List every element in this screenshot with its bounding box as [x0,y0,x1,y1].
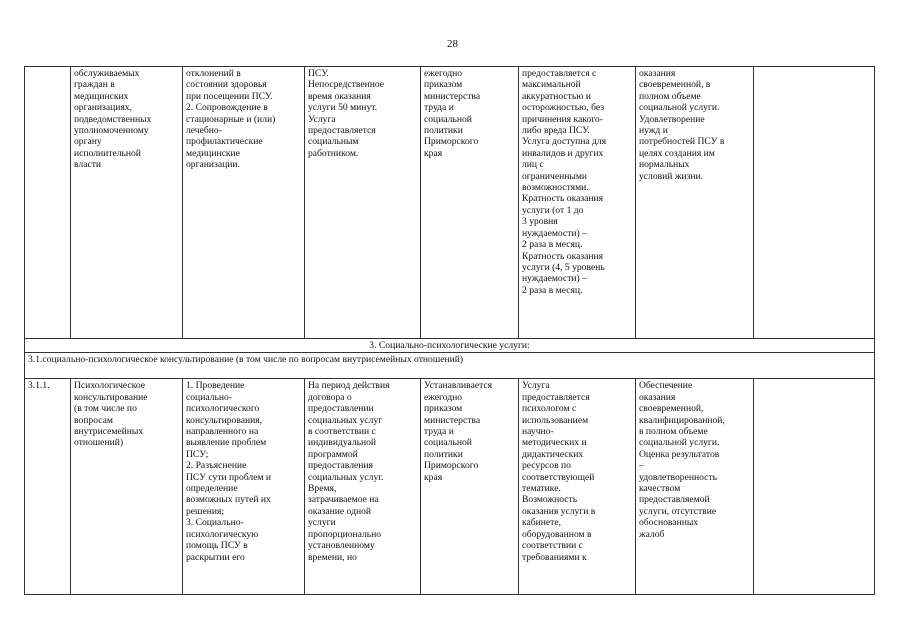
cell-text-line: нормальных [639,159,690,171]
cell-text-line: ресурсов по [522,460,571,472]
cell-text-line: граждан в [74,79,115,91]
cell-text-line: министерства [424,90,481,102]
item-col4-cell [305,379,421,595]
cell-text-line: медицинских [74,90,129,102]
cell-text-line: Время, [308,483,337,495]
cell-text-line: 2. Разъяснение [186,460,247,472]
cont-col3-cell [183,67,305,339]
item-col8-cell [754,379,875,595]
cell-text-line: дидактических [522,448,584,460]
cell-text-line: предоставления [308,460,373,472]
cell-text-line: ограниченными [522,170,588,182]
cell-text-line: власти [74,159,102,171]
cell-text-line: приказом [424,79,463,91]
cell-text-line: потребностей ПСУ в [639,136,725,148]
cell-text-line: использованием [522,414,589,426]
cell-text-line: состоянии здоровья [186,79,267,91]
cell-text-line: социальных услуг [308,414,383,426]
cell-text-line: организации. [186,159,240,171]
cell-text-line: социальной [424,113,472,125]
cont-col8-cell [754,67,875,339]
cell-text-line: услуги [308,517,336,529]
cell-text-line: качеством [639,483,681,495]
section-title: 3. Социально-психологические услуги: [25,339,875,353]
cell-text-line: отклонений в [186,68,241,79]
cell-text-line: при посещении ПСУ. [186,90,273,102]
cell-text-line: услуги 50 минут. [308,102,378,114]
cell-text-line: ежегодно [424,68,463,79]
cell-text-line: причинения какого- [522,113,603,125]
cell-text-line: научно- [522,426,554,438]
cell-text-line: полном объеме [639,90,701,102]
cell-text-line: соответствии с [522,540,583,552]
section-header-row [25,339,875,353]
cell-text-line: тематике. [522,483,561,495]
cell-text-line: квалифицированной, [639,414,725,426]
cell-text-line: осторожностью, без [522,102,605,114]
cell-text-line: возможных путей их [186,494,271,506]
cell-text-line: обслуживаемых [74,68,140,79]
cell-text-line: вопросам [74,414,113,426]
cell-text-line: стационарные и (или) [186,113,276,125]
cell-text-line: услуги, отсутствие [639,505,717,517]
cell-text-line: времени, но [308,551,357,563]
cell-text-line: условий жизни. [639,170,704,182]
cell-text-line: Услуга [308,113,336,125]
item-col7-cell [636,379,754,595]
cell-text-line: уполномоченному [74,125,149,137]
cell-text-line: определение [186,483,238,495]
cell-text-line: целях создания им [639,147,715,159]
cell-text-line: договора о [308,391,352,403]
cell-text-line: Психологическое [74,380,146,392]
item-col3-cell [183,379,305,595]
cell-text-line: психологическую [186,528,259,540]
page-number: 28 [447,38,458,50]
cell-text-line: социальных услуг. [308,471,384,483]
cell-text-line: Приморского [424,136,479,148]
cont-col1-cell [25,67,71,339]
cell-text-line: отношений) [74,437,124,449]
cell-text-line: Непосредственное [308,79,385,91]
cell-text-line: нужд и [639,125,668,137]
cell-text-line: Кратность оказания [522,193,604,205]
cell-text-line: 2. Сопровождение в [186,102,268,114]
cell-text-line: раскрытии его [186,551,245,563]
cell-text-line: работником. [308,147,359,159]
cell-text-line: кабинете, [522,517,562,529]
cell-text-line: ПСУ; [186,448,209,460]
cell-text-line: исполнительной [74,147,141,159]
cell-text-line: инвалидов и других [522,147,604,159]
cell-text-line: политики [424,448,463,460]
cell-text-line: медицинские [186,147,240,159]
cell-text-line: консультирование [74,391,148,403]
cell-text-line: оборудованном в [522,528,592,540]
cell-text-line: Устанавливается [424,380,493,392]
cell-text-line: оказания услуги в [522,505,596,517]
cell-text-line: политики [424,125,463,137]
cell-text-line: в соответствии с [308,426,376,438]
cell-text-line: решения; [186,505,225,517]
cont-col5-cell [421,67,519,339]
cell-text-line: соответствующей [522,471,595,483]
cont-col7-cell [636,67,754,339]
cell-text-line: своевременной, [639,403,704,415]
cell-text-line: Услуга доступна для [522,136,607,148]
cell-text-line: своевременной, в [639,79,711,91]
cont-col4-cell [305,67,421,339]
cell-text-line: – [639,460,644,472]
cell-text-line: социальной услуги. [639,102,720,114]
cell-text-line: края [424,147,443,159]
cell-text-line: максимальной [522,79,581,91]
cell-text-line: услуги (от 1 до [522,204,584,216]
cell-text-line: программой [308,448,358,460]
cell-text-line: аккуратностью и [522,90,591,102]
cell-text-line: оказание одной [308,505,372,517]
cell-text-line: На период действия [308,380,390,392]
cell-text-line: 1. Проведение [186,380,245,392]
cell-text-line: затрачиваемое на [308,494,379,506]
cell-text-line: (в том числе по [74,403,137,415]
cell-text-line: Удовлетворение [639,113,705,125]
cell-text-line: консультирования, [186,414,263,426]
cell-text-line: министерства [424,414,481,426]
cell-text-line: ПСУ сути проблем и [186,471,272,483]
cell-text-line: возможностями. [522,182,589,194]
cell-text-line: предоставляется [308,125,376,137]
subsection-title: 3.1.социально-психологическое консультирование (в том числе по вопросам внутрисемейных отношений) [25,353,875,379]
cell-text-line: индивидуальной [308,437,377,449]
cell-text-line: либо вреда ПСУ. [522,125,590,137]
cell-text-line: жалоб [639,528,665,540]
cell-text-line: Приморского [424,460,479,472]
cell-text-line: социально- [186,391,232,403]
cell-text-line: пропорционально [308,528,382,540]
cell-text-line: предоставляется [522,391,590,403]
cell-text-line: организациях, [74,102,132,114]
cell-text-line: требованиями к [522,551,587,563]
cell-text-line: нуждаемости) – [522,227,587,239]
cell-text-line: оказания [639,68,676,79]
cell-text-line: 2 раза в месяц. [522,239,583,251]
item-col2-cell [71,379,183,595]
cell-text-line: выявление проблем [186,437,267,449]
cell-text-line: 3. Социально- [186,517,244,529]
cell-text-line: услуги (4, 5 уровень [522,261,605,273]
cell-text-line: профилактические [186,136,263,148]
cont-col6-cell [519,67,636,339]
cell-text-line: 3 уровня [522,216,558,228]
cell-text-line: обоснованных [639,517,699,529]
cell-text-line: предоставлении [308,403,374,415]
cell-text-line: труда и [424,426,454,438]
cell-text-line: лечебно- [186,125,222,137]
cell-text-line: направленного на [186,426,259,438]
cell-text-line: предоставляется с [522,68,597,79]
item-number-cell: 3.1.1. [25,379,71,595]
cell-text-line: органу [74,136,102,148]
cell-text-line: внутрисемейных [74,426,144,438]
cell-text-line: Обеспечение [639,380,693,392]
cont-col2-cell [71,67,183,339]
item-col5-cell [421,379,519,595]
cell-text-line: социальной [424,437,472,449]
cell-text-line: Оценка результатов [639,448,720,460]
cell-text-line: социальной услуги. [639,437,720,449]
continuation-row [25,67,875,339]
cell-text-line: ПСУ. [308,68,329,79]
cell-text-line: психологического [186,403,260,415]
cell-text-line: приказом [424,403,463,415]
cell-text-line: лиц с [522,159,544,171]
cell-text-line: время оказания [308,90,371,102]
cell-text-line: нуждаемости) – [522,273,587,285]
cell-text-line: Возможность [522,494,578,506]
cell-text-line: Услуга [522,380,550,392]
cell-text-line: удовлетворенность [639,471,717,483]
cell-text-line: методических и [522,437,587,449]
services-table [24,66,875,595]
cell-text-line: оказания [639,391,676,403]
cell-text-line: в полном объеме [639,426,708,438]
cell-text-line: Кратность оказания [522,250,604,262]
cell-text-line: помощь ПСУ в [186,540,248,552]
cell-text-line: ежегодно [424,391,463,403]
cell-text-line: предоставляемой [639,494,710,506]
subsection-header-row [25,353,875,379]
item-col6-cell [519,379,636,595]
cell-text-line: психологом с [522,403,577,415]
item-row [25,379,875,595]
cell-text-line: 2 раза в месяц. [522,284,583,296]
cell-text-line: установленному [308,540,375,552]
cell-text-line: подведомственных [74,113,152,125]
cell-text-line: труда и [424,102,454,114]
cell-text-line: края [424,471,443,483]
cell-text-line: социальным [308,136,359,148]
